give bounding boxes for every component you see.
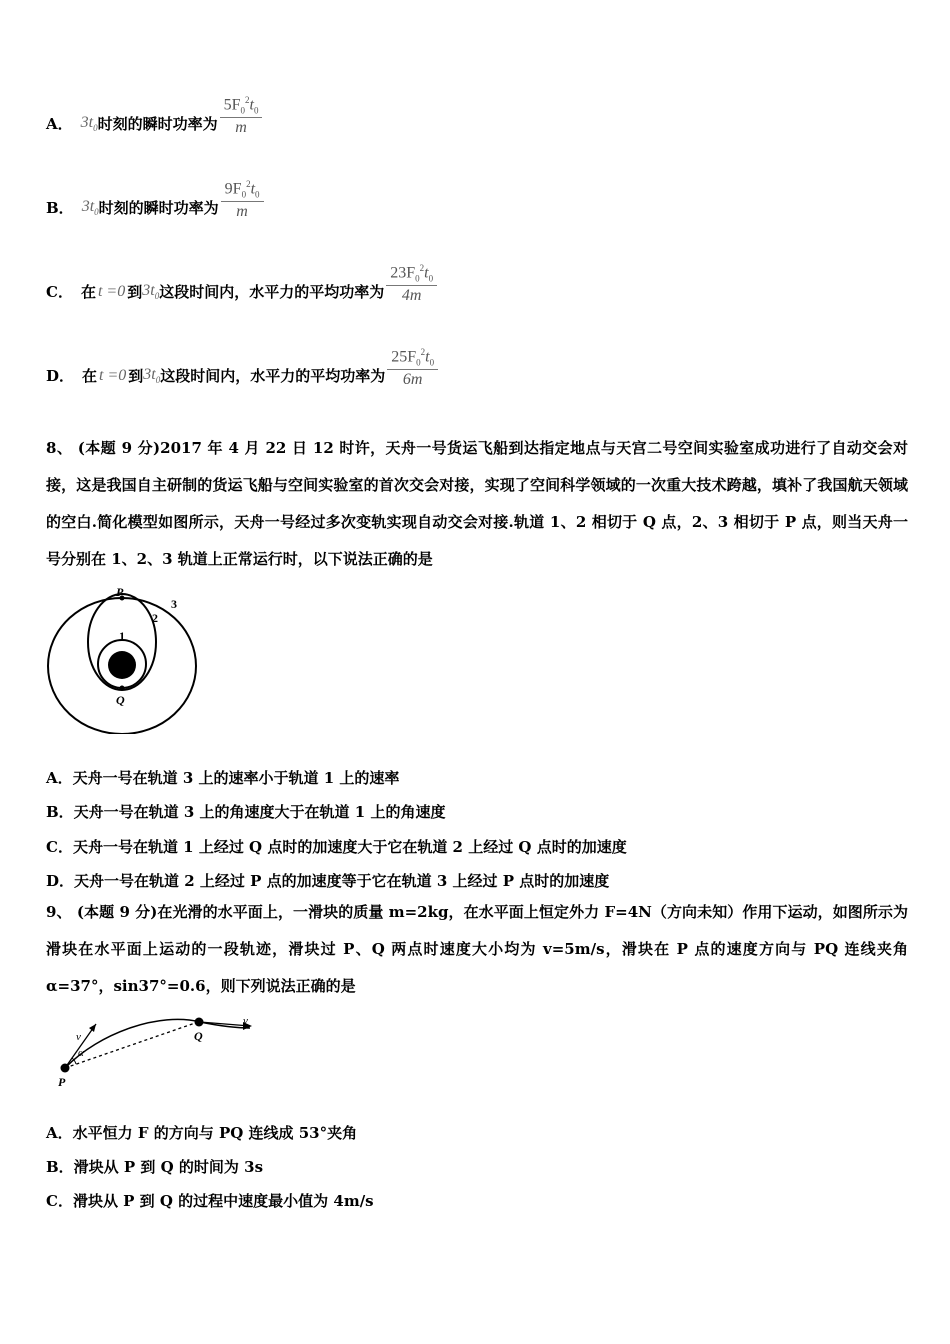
option-text: 这段时间内，水平力的平均功率为 — [159, 283, 385, 302]
orbit-diagram — [44, 584, 204, 734]
label-q: Q — [116, 693, 125, 707]
option-text: 时刻的瞬时功率为 — [98, 199, 219, 218]
time-symbol: $3t_0$ — [81, 198, 99, 218]
option-label: A． — [46, 115, 73, 134]
option-label: B． — [46, 199, 74, 218]
label-1: 1 — [119, 629, 125, 643]
trajectory-diagram — [50, 1012, 260, 1092]
pq-dashed-line — [65, 1022, 198, 1068]
power-fraction: $\frac{9F_0^2t_0}{m}$ — [221, 179, 264, 221]
q9-stem: 9、 (本题 9 分)在光滑的水平面上，一滑块的质量 m=2kg，在水平面上恒定外力 F=4N（方向未知）作用下运动，如图所示为滑块在水平面上运动的一段轨迹，滑块过 P、Q 两点时速度大小均为 v=5m/s，滑块在 P 点的速度方向与 PQ 连线夹角 α=37°，sin37°=0.6，则下列说法正确的是 — [46, 903, 908, 995]
planet — [108, 651, 136, 679]
point-q — [120, 686, 125, 691]
label-q: Q — [194, 1029, 203, 1043]
q7-option-a — [46, 95, 262, 145]
label-v1: v — [76, 1031, 81, 1043]
q9-option-a: A．水平恒力 F 的方向与 PQ 连线成 53°夹角 — [46, 1124, 358, 1142]
time-start: t =0 — [99, 366, 127, 384]
q8-option-b: B．天舟一号在轨道 3 上的角速度大于在轨道 1 上的角速度 — [46, 803, 446, 821]
q7-option-d — [46, 347, 438, 397]
time-symbol: $3t_0$ — [143, 366, 161, 386]
q9-option-b: B．滑块从 P 到 Q 的时间为 3s — [46, 1158, 264, 1176]
label-alpha: α — [78, 1047, 84, 1059]
velocity-p-arrowhead — [89, 1024, 96, 1032]
label-p: P — [58, 1075, 66, 1089]
time-start: t =0 — [97, 282, 126, 300]
time-symbol: $3t_0$ — [80, 114, 98, 134]
time-symbol: $3t_0$ — [142, 282, 160, 302]
q8-stem: 8、 (本题 9 分)2017 年 4 月 22 日 12 时许，天舟一号货运飞船到达指定地点与天宫二号空间实验室成功进行了自动交会对接，这是我国自主研制的货运飞船与空间实验室的首次交会对接，实现了空间科学领域的一次重大技术跨越，填补了我国航天领域的空白.简化模型如图所示，天舟一号经过多次变轨实现自动交会对接.轨道 1、2 相切于 Q 点，2、3 相切于 P 点，则当天舟一号分别在 1、2、3 轨道上正常运行时，以下说法正确的是 — [46, 439, 908, 568]
q7-option-c — [46, 263, 437, 313]
label-p: P — [116, 585, 124, 599]
option-mid: 到 — [127, 283, 143, 302]
label-v2: v — [243, 1015, 248, 1027]
option-label: D． — [46, 367, 75, 386]
q8-option-a: A．天舟一号在轨道 3 上的速率小于轨道 1 上的速率 — [46, 769, 400, 787]
q9-option-c: C．滑块从 P 到 Q 的过程中速度最小值为 4m/s — [46, 1192, 374, 1210]
point-q — [195, 1018, 204, 1027]
q7-option-b — [46, 179, 264, 229]
power-fraction: $\frac{25F_0^2t_0}{6m}$ — [387, 347, 438, 389]
option-text: 时刻的瞬时功率为 — [97, 115, 218, 134]
power-fraction: $\frac{23F_0^2t_0}{4m}$ — [386, 263, 437, 305]
option-mid: 到 — [128, 367, 144, 386]
option-pre: 在 — [82, 367, 98, 386]
point-p — [61, 1064, 70, 1073]
power-fraction: $\frac{5F_0^2t_0}{m}$ — [220, 95, 263, 137]
label-3: 3 — [171, 597, 177, 611]
option-label: C． — [46, 283, 73, 302]
label-2: 2 — [152, 611, 158, 625]
option-text: 这段时间内，水平力的平均功率为 — [160, 367, 386, 386]
q8-option-c: C．天舟一号在轨道 1 上经过 Q 点时的加速度大于它在轨道 2 上经过 Q 点时的加速度 — [46, 838, 627, 856]
q8-option-d: D．天舟一号在轨道 2 上经过 P 点的加速度等于它在轨道 3 上经过 P 点时的加速度 — [46, 872, 610, 890]
option-pre: 在 — [80, 283, 96, 302]
